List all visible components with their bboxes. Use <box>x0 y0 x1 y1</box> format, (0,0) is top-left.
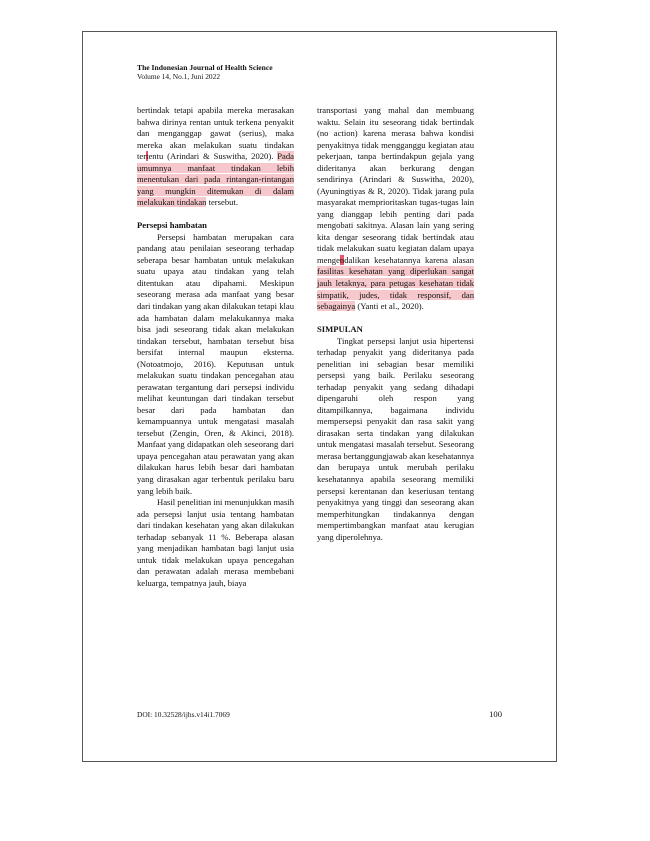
text-run: tersebut. <box>208 197 238 208</box>
document-page <box>82 31 557 762</box>
text-run: transportasi yang mahal dan membuang waktu. Selain itu seseorang tidak bertindak (no action) karena merasa bahwa kondisi penyakitnya tidak mengganggu kegiatan atau pekerjaan, tanpa bertindakpun gejala yang dideritanya akan berkurang dengan sendirinya (Arindari & Suswitha, 2020), (Ayuningtiyas & R, 2020). Tidak jarang pula masyarakat memprioritaskan tugas-tugas lain yang dianggap lebih penting dari pada mengobati sakitnya. Alasan lain yang sering kita dengar seseorang tidak bertindak atau tidak melakukan suatu kegiatan dalam upaya menge <box>317 105 474 265</box>
doi-text: DOI: 10.32528/ijhs.v14i1.7069 <box>137 710 230 719</box>
left-column <box>137 105 294 589</box>
section-heading: Persepsi hambatan <box>137 220 207 231</box>
journal-title: The Indonesian Journal of Health Science <box>137 63 273 72</box>
text-run: (Yanti et al., 2020). <box>357 301 424 312</box>
highlighted-text: Pada umumnya manfaat tindakan lebih menentukan dari pada rintangan-rintangan yang mungkin ditemukan di dalam melakukan tindakan <box>137 151 294 208</box>
paragraph: Tingkat persepsi lanjut usia hipertensi terhadap penyakit yang dideritanya pada penelitian ini sebagian besar memiliki persepsi yang baik. Perilaku seseorang terhadap penyakit yang sedang dihadapi dipengaruhi oleh respon yang ditampilkannya, bagaimana individu mempersepsi penyakit dan rasa sakit yang dirasakan serta tindakan yang dilakukan untuk mengatasi masalah tersebut. Seseorang merasa bertanggungjawab akan kesehatannya dan berupaya untuk merubah perilaku kesehatannya apabila seseorang memiliki persepsi kerentanan dan keseriusan tentang penyakitnya yang tinggi dan seseorang akan memperhitungkan tindakannya dengan mempertimbangkan manfaat atau kerugian yang diperolehnya. <box>317 335 474 542</box>
journal-volume: Volume 14, No.1, Juni 2022 <box>137 72 221 81</box>
highlight-marker: n <box>339 254 345 265</box>
text-run: dalikan kesehatannya karena alasan <box>344 254 474 265</box>
highlight-marker: t <box>146 151 149 162</box>
page-number: 100 <box>489 709 502 719</box>
section-heading: SIMPULAN <box>317 324 363 335</box>
text-run: bertindak tetapi apabila mereka merasakan bahwa dirinya rentan untuk terkena penyakit dan menganggap gawat (serius), maka mereka akan melakukan suatu tindakan ter <box>137 105 294 162</box>
paragraph: Hasil penelitian ini menunjukkan masih ada persepsi lanjut usia tentang hambatan dari tindakan kesehatan yang akan dilakukan terhadap sebanyak 11 %. Beberapa alasan yang menjadikan hambatan bagi lanjut usia untuk tidak melakukan upaya pencegahan dan perawatan adalah merasa membebani keluarga, tempatnya jauh, biaya <box>137 497 294 588</box>
page-header <box>137 63 517 81</box>
text-run: entu (Arindari & Suswitha, 2020). <box>148 151 274 162</box>
highlighted-text: fasilitas kesehatan yang diperlukan sangat jauh letaknya, para petugas kesehatan tidak simpatik, judes, tidak responsif, dan sebagainya <box>317 266 474 312</box>
paragraph: Persepsi hambatan merupakan cara pandang atau penilaian seseorang terhadap seberapa besar hambatan untuk melakukan suatu upaya atau tindakan yang telah ditentukan atau dipahami. Meskipun seseorang merasa ada manfaat yang besar dari tindakan yang akan dilakukan tetapi klau ada hambatan dalam melakukannya maka bisa jadi seseorang tidak akan melakukan tindakan tersebut, hambatan tersebut bisa bersifat internal maupun eksterna. (Notoatmojo, 2016). Keputusan untuk melakukan suatu tindakan pencegahan atau perawatan tergantung dari persepsi individu melihat keuntungan dari tindakan tersebut besar dari pada hambatan dan kemampuannya untuk mengatasi masalah tersebut (Zengin, Oren, & Akinci, 2018). Manfaat yang didapatkan oleh seseorang dari upaya pencegahan atau perawatan yang akan dilakukan harus lebih besar dari hambatan yang dirasakan agar terbentuk perilaku baru yang lebih baik. <box>137 231 294 496</box>
right-column <box>317 105 474 543</box>
paragraph <box>137 105 294 209</box>
paragraph <box>317 105 474 313</box>
